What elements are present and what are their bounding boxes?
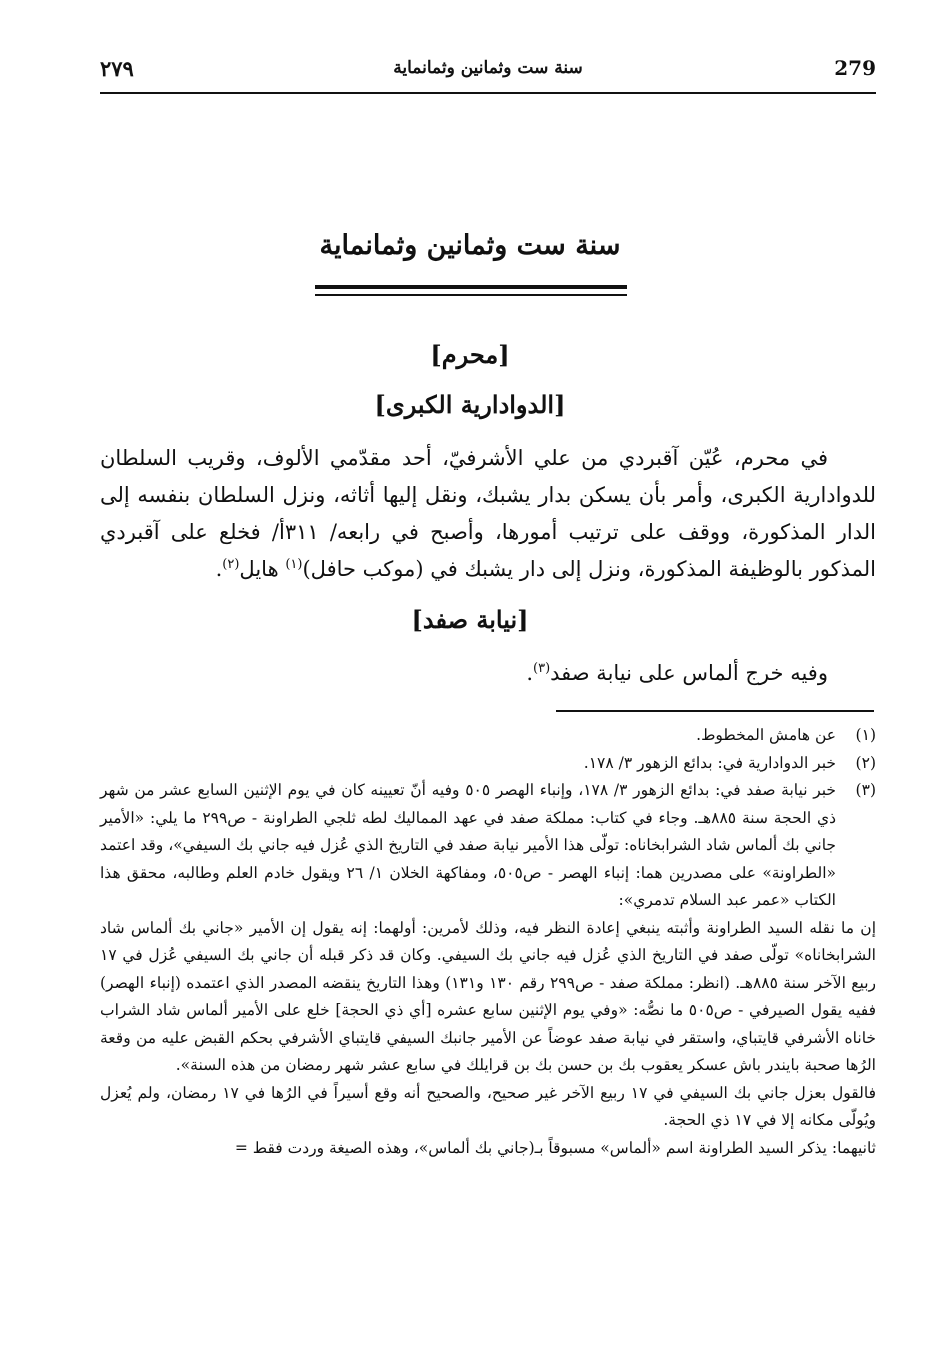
footnote-item bbox=[100, 777, 876, 915]
chapter-title: سنة ست وثمانين وثمانماية bbox=[319, 230, 621, 261]
footnote-ref: (١) bbox=[285, 557, 303, 572]
footnote-text: خبر الدوادارية في: بدائع الزهور ٣/ ١٧٨. bbox=[583, 753, 836, 772]
title-double-rule bbox=[315, 285, 627, 296]
paragraph-text: . bbox=[215, 557, 223, 581]
section-heading-month: [محرم] bbox=[430, 340, 510, 369]
footnote-separator bbox=[556, 710, 874, 712]
paragraph-text: هايل bbox=[239, 557, 286, 581]
footnote-ref: (٣) bbox=[533, 661, 551, 676]
footnote-continuation: ثانيهما: يذكر السيد الطراونة اسم «ألماس» مسبوقاً بـ(جاني بك ألماس»، وهذه الصيغة وردت فقط = bbox=[234, 1138, 876, 1157]
footnote-text: عن هامش المخطوط. bbox=[696, 726, 836, 744]
footnote-item bbox=[100, 722, 876, 750]
paragraph-text: . bbox=[526, 661, 534, 685]
footnotes bbox=[100, 722, 876, 1162]
running-header bbox=[100, 52, 876, 96]
footnote-continuation: إن ما نقله السيد الطراونة وأثبته ينبغي إعادة النظر فيه، وذلك لأمرين: أولهما: إنه يقول إن الأمير «جاني بك ألماس شاد الشرابخاناه» تولّى صفد في التاريخ الذي عُزل فيه جاني بك السيفي. وكان قد ذكر قبله أن جاني بك السيفي عُزل في ١٧ ربيع الآخر سنة ٨٨٥هـ. (انظر: مملكة صفد - ص٢٩٩ رقم ١٣٠ و١٣١) وهذا التاريخ ينقضه المصدر الذي اعتمده (إنباء الهصر) ففيه يقول الصيرفي - ص٥٠٥ ما نصُّه: «وفي يوم الإثنين سابع عشره [أي ذي الحجة] خلع على الأمير ألماس شاد الشراب خاناه الأشرفي قايتباي، واستقر في نيابة صفد عوضاً عن الأمير جانبك السيفي قايتباي الأشرفي بحكم القبض عليه من وقعة الرُها صحبة بايندر باش عسكر يعقوب بك بن حسن بك بن قرايلك في سابع عشر شهر رمضان من هذه السنة». bbox=[100, 918, 877, 1074]
footnote-number: (٢) bbox=[855, 753, 876, 772]
footnote-ref: (٢) bbox=[222, 557, 240, 572]
footnote-number: (١) bbox=[855, 726, 876, 744]
footnote-number: (٣) bbox=[855, 781, 876, 799]
paragraph-safad bbox=[100, 655, 876, 692]
section-heading-safad: [نيابة صفد] bbox=[411, 605, 529, 634]
header-rule bbox=[100, 92, 876, 94]
footnote-text: خبر نيابة صفد في: بدائع الزهور ٣/ ١٧٨، وإنباء الهصر ٥٠٥ وفيه أنّ تعيينه كان في يوم الإثنين السابع عشر من شهر ذي الحجة سنة ٨٨٥هـ. وجاء في كتاب: مملكة صفد في عهد المماليك لطه ثلجي الطراونة - ص٢٩٩ ما يلي: «الأمير جاني بك ألماس شاد الشرابخاناه: تولّى هذا الأمير نيابة صفد في التاريخ الذي عُزل فيه جاني بك السيفي»، وقد اعتمد «الطراونة» على مصدرين هما: إنباء الهصر - ص٥٠٥، ومفاكهة الخلان ١/ ٢٦ ويقول خادم العلم وطالبه، محقق هذا الكتاب «عمر عبد السلام تدمري»: bbox=[99, 781, 837, 909]
paragraph-text: في محرم، عُيّن آقبردي من علي الأشرفيّ، أحد مقدّمي الألوف، وقريب السلطان للدوادارية الكبرى، وأمر بأن يسكن بدار يشبك، ونقل إليها أثاثه، ونزل السلطان بنفسه إلى الدار المذكورة، ووقف على ترتيب أمورها، وأصبح في رابعه/ ٣١١أ/ فخلع على آقبردي المذكور بالوظيفة المذكورة، ونزل إلى دار يشبك في (موكب حافل) bbox=[100, 446, 876, 581]
footnote-item bbox=[100, 750, 876, 778]
paragraph-dawadariya bbox=[100, 440, 876, 588]
running-title: سنة ست وثمانين وثمانماية bbox=[393, 58, 583, 78]
footnote-continuation: فالقول بعزل جاني بك السيفي في ١٧ ربيع الآخر غير صحيح، والصحيح أنه وقع أسيراً في الرُها في ١٧ رمضان، ولم يُعزل ويُولّى مكانه إلا في ١٧ ذي الحجة. bbox=[100, 1083, 877, 1129]
paragraph-text: وفيه خرج ألماس على نيابة صفد bbox=[550, 661, 828, 685]
section-heading-dawadariya: [الدوادارية الكبرى] bbox=[374, 390, 566, 419]
page-number-latin: 279 bbox=[834, 56, 876, 80]
page-number-arabic: ٢٧٩ bbox=[100, 56, 134, 81]
